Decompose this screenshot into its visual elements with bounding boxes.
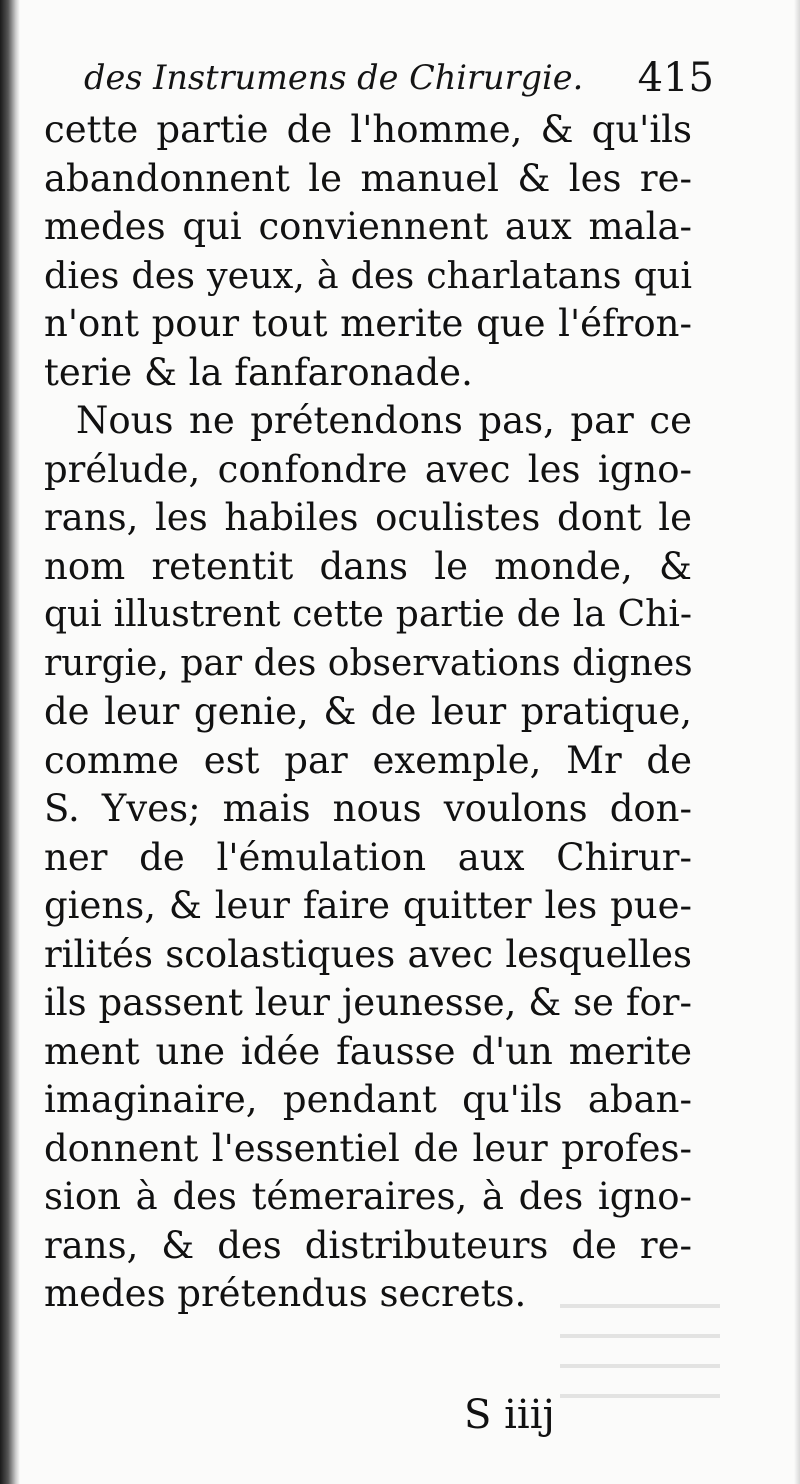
signature-mark: S iiij [464, 1392, 555, 1438]
text-line: cette partie de l'homme, & qu'ils [44, 108, 692, 151]
show-through-text [560, 1290, 720, 1400]
text-line: rurgie, par des observations dignes [44, 642, 693, 684]
text-line: abandonnent le manuel & les re- [44, 156, 692, 200]
page-number: 415 [637, 55, 714, 101]
text-line: medes prétendus secrets. [44, 1272, 527, 1315]
text-line: n'ont pour tout merite que l'éfron- [44, 302, 692, 345]
text-line: rans, & des distributeurs de re- [44, 1223, 692, 1267]
text-line: ils passent leur jeunesse, & se for- [44, 981, 692, 1024]
text-line: sion à des témeraires, à des igno- [44, 1175, 692, 1218]
text-line: ner de l'émulation aux Chirur- [44, 835, 692, 879]
running-title: des Instrumens de Chirurgie. [84, 58, 584, 97]
text-line: giens, & leur faire quitter les pue- [44, 884, 692, 927]
running-head [84, 48, 714, 108]
text-line: rans, les habiles oculistes dont le [44, 496, 692, 539]
paragraph-start-line: Nous ne prétendons pas, par ce [76, 399, 692, 442]
text-line: terie & la fanfaronade. [44, 350, 473, 394]
text-line: de leur genie, & de leur pratique, [44, 690, 692, 733]
text-line: medes qui conviennent aux mala- [44, 205, 692, 248]
page-edge [794, 0, 800, 1484]
text-line: ment une idée fausse d'un merite [44, 1029, 692, 1073]
text-line: imaginaire, pendant qu'ils aban- [44, 1078, 692, 1121]
text-line: rilités scolastiques avec lesquelles [44, 932, 692, 976]
body-text [44, 106, 692, 1319]
text-line: S. Yves; mais nous voulons don- [44, 787, 692, 830]
text-line: comme est par exemple, Mr de [44, 738, 692, 782]
text-line: prélude, confondre avec les igno- [44, 447, 692, 491]
spine-shadow [0, 0, 20, 1484]
text-line: qui illustrent cette partie de la Chi- [44, 594, 692, 635]
text-line: nom retentit dans le monde, & [44, 544, 692, 588]
text-line: dies des yeux, à des charlatans qui [44, 253, 692, 297]
text-line: donnent l'essentiel de leur profes- [44, 1126, 692, 1170]
